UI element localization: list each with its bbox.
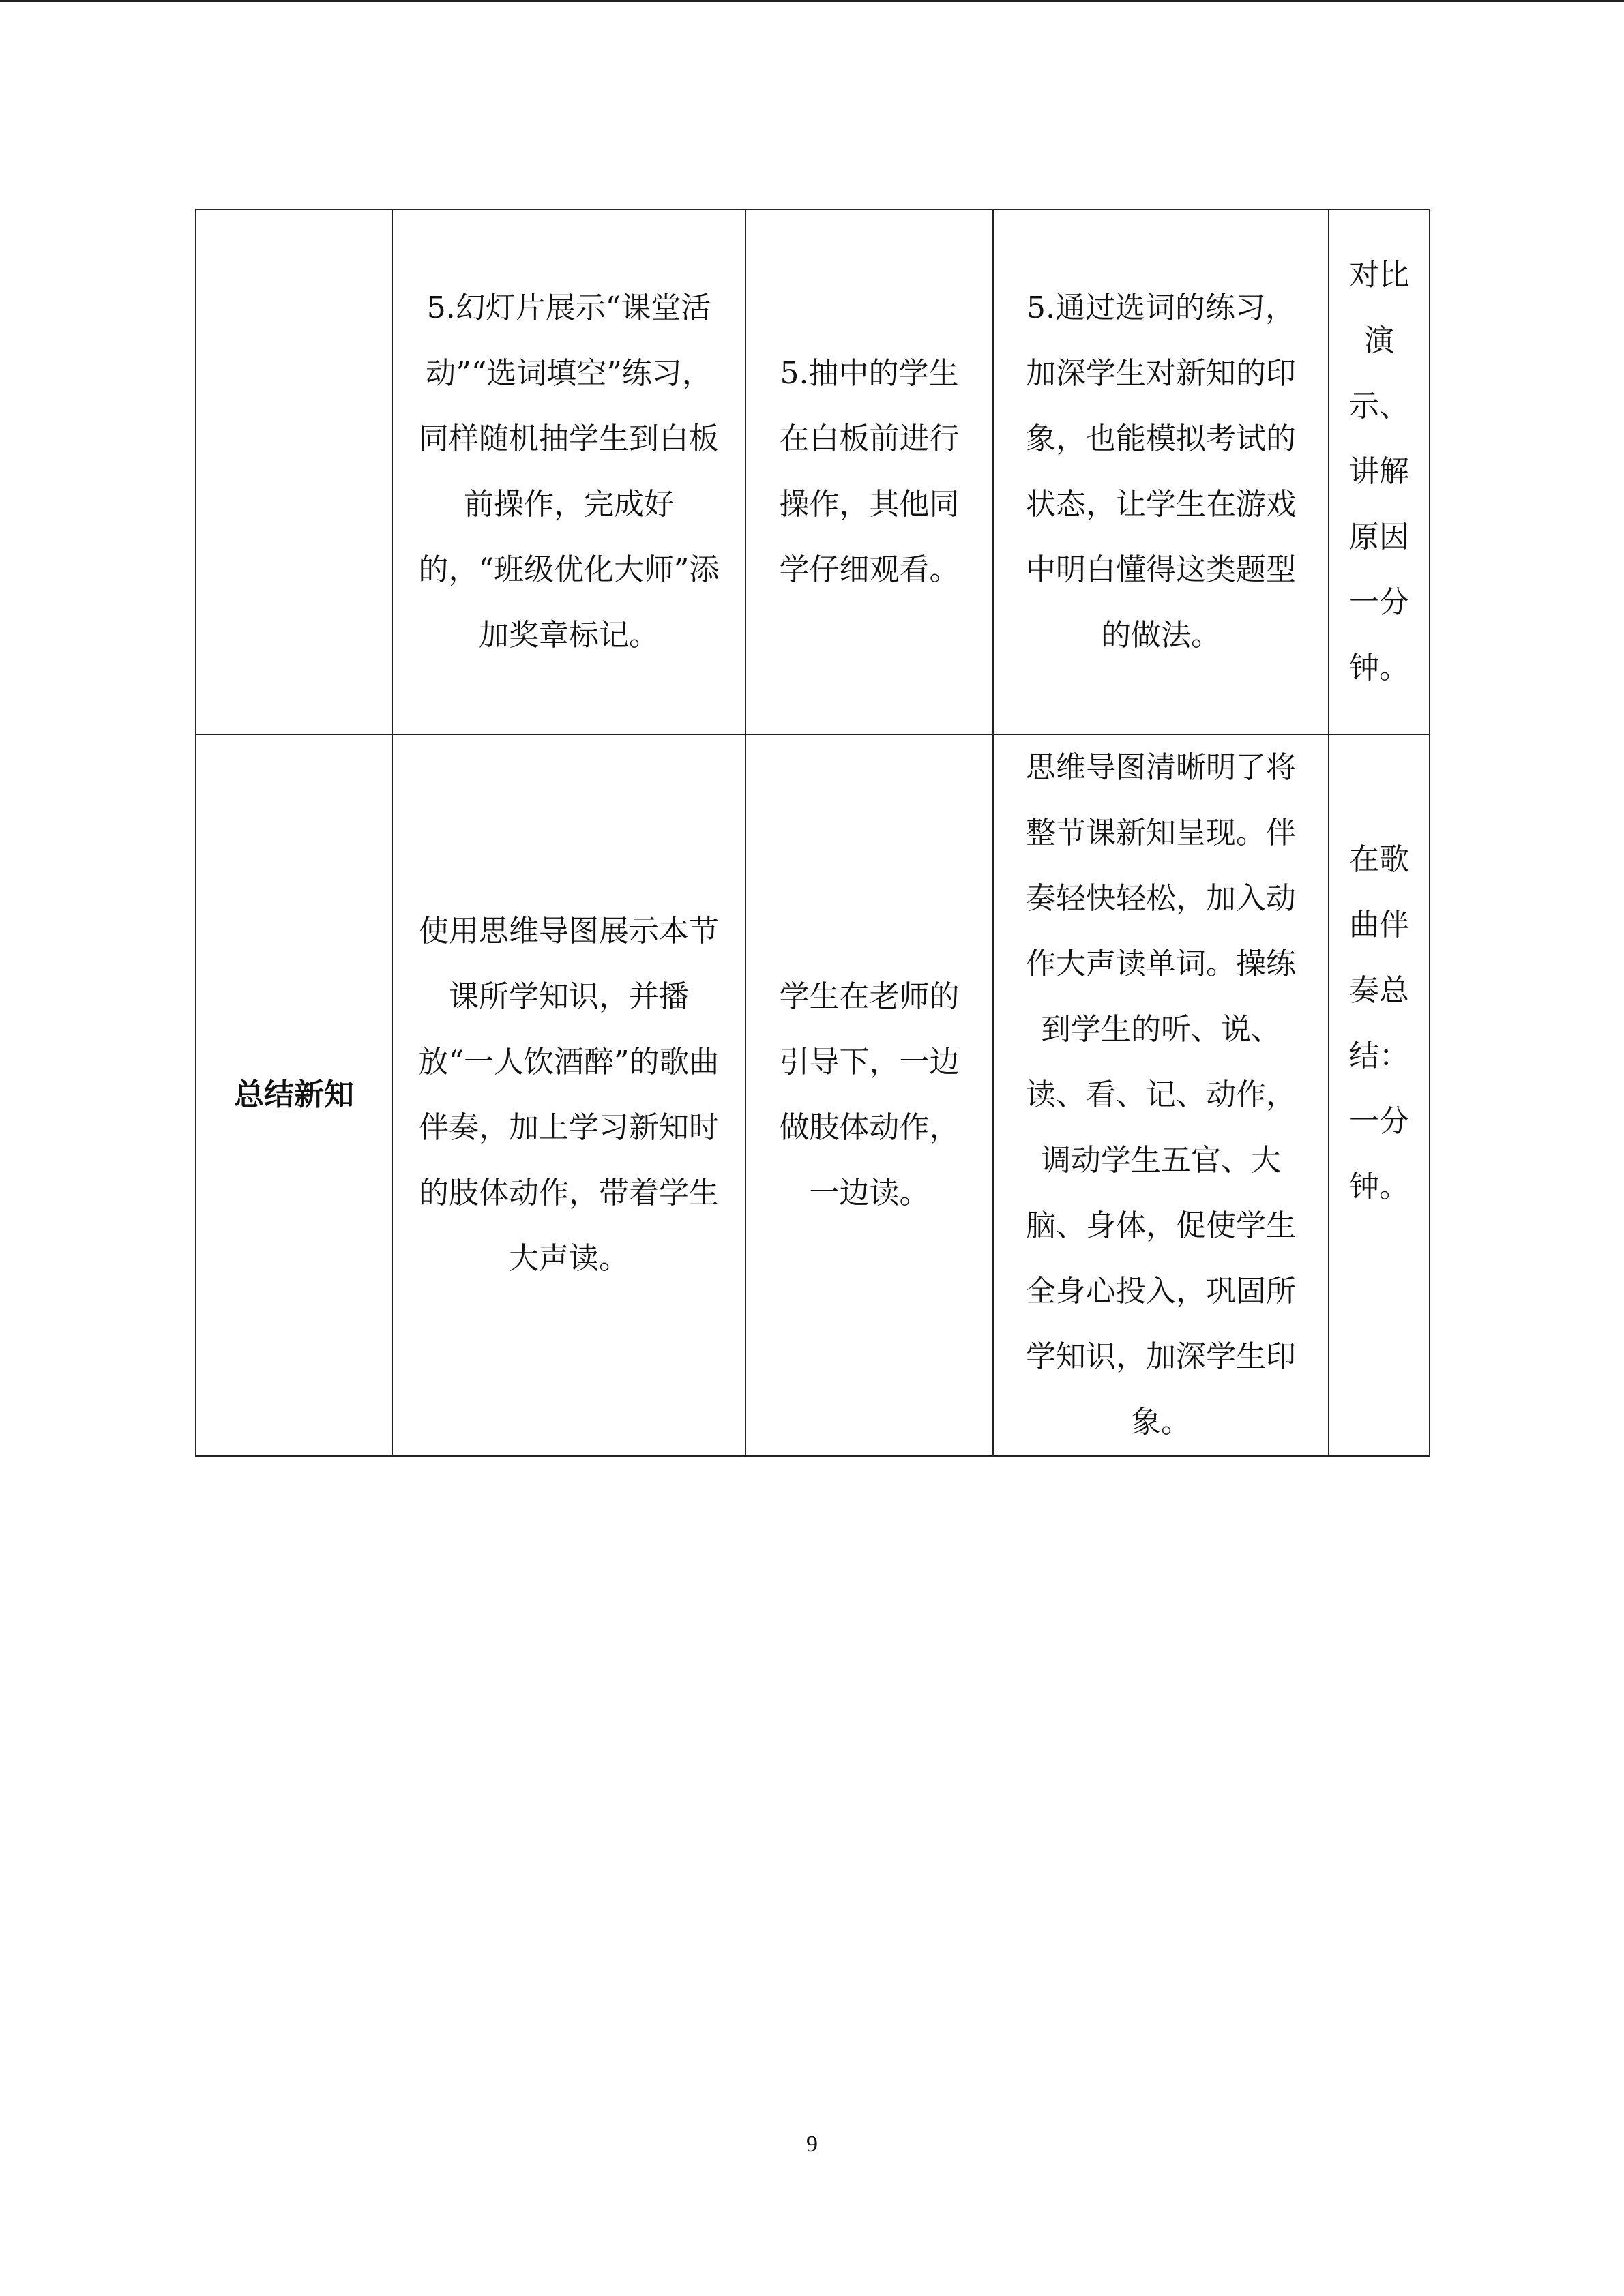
student-activity-cell: 学生在老师的引导下，一边做肢体动作，一边读。 <box>745 734 993 1456</box>
time-cell: 在歌曲伴奏总结：一分钟。 <box>1329 734 1430 1456</box>
table-row <box>196 734 1430 1456</box>
table-row <box>196 209 1430 734</box>
page-top-border <box>0 0 1624 2</box>
student-activity-cell: 5.抽中的学生在白板前进行操作，其他同学仔细观看。 <box>745 209 993 734</box>
stage-cell <box>196 209 392 734</box>
design-intent-cell: 5.通过选词的练习，加深学生对新知的印象，也能模拟考试的状态，让学生在游戏中明白懂得这类题型的做法。 <box>993 209 1329 734</box>
time-cell: 对比演示、讲解原因一分钟。 <box>1329 209 1430 734</box>
lesson-plan-table <box>195 209 1430 1457</box>
page-number: 9 <box>806 2132 818 2157</box>
teacher-activity-cell: 使用思维导图展示本节课所学知识，并播放“一人饮酒醉”的歌曲伴奏，加上学习新知时的肢体动作，带着学生大声读。 <box>392 734 745 1456</box>
teacher-activity-cell: 5.幻灯片展示“课堂活动”“选词填空”练习，同样随机抽学生到白板前操作，完成好的，“班级优化大师”添加奖章标记。 <box>392 209 745 734</box>
stage-cell: 总结新知 <box>196 734 392 1456</box>
design-intent-cell: 思维导图清晰明了将整节课新知呈现。伴奏轻快轻松，加入动作大声读单词。操练到学生的听、说、读、看、记、动作，调动学生五官、大脑、身体，促使学生全身心投入，巩固所学知识，加深学生印象。 <box>993 734 1329 1456</box>
